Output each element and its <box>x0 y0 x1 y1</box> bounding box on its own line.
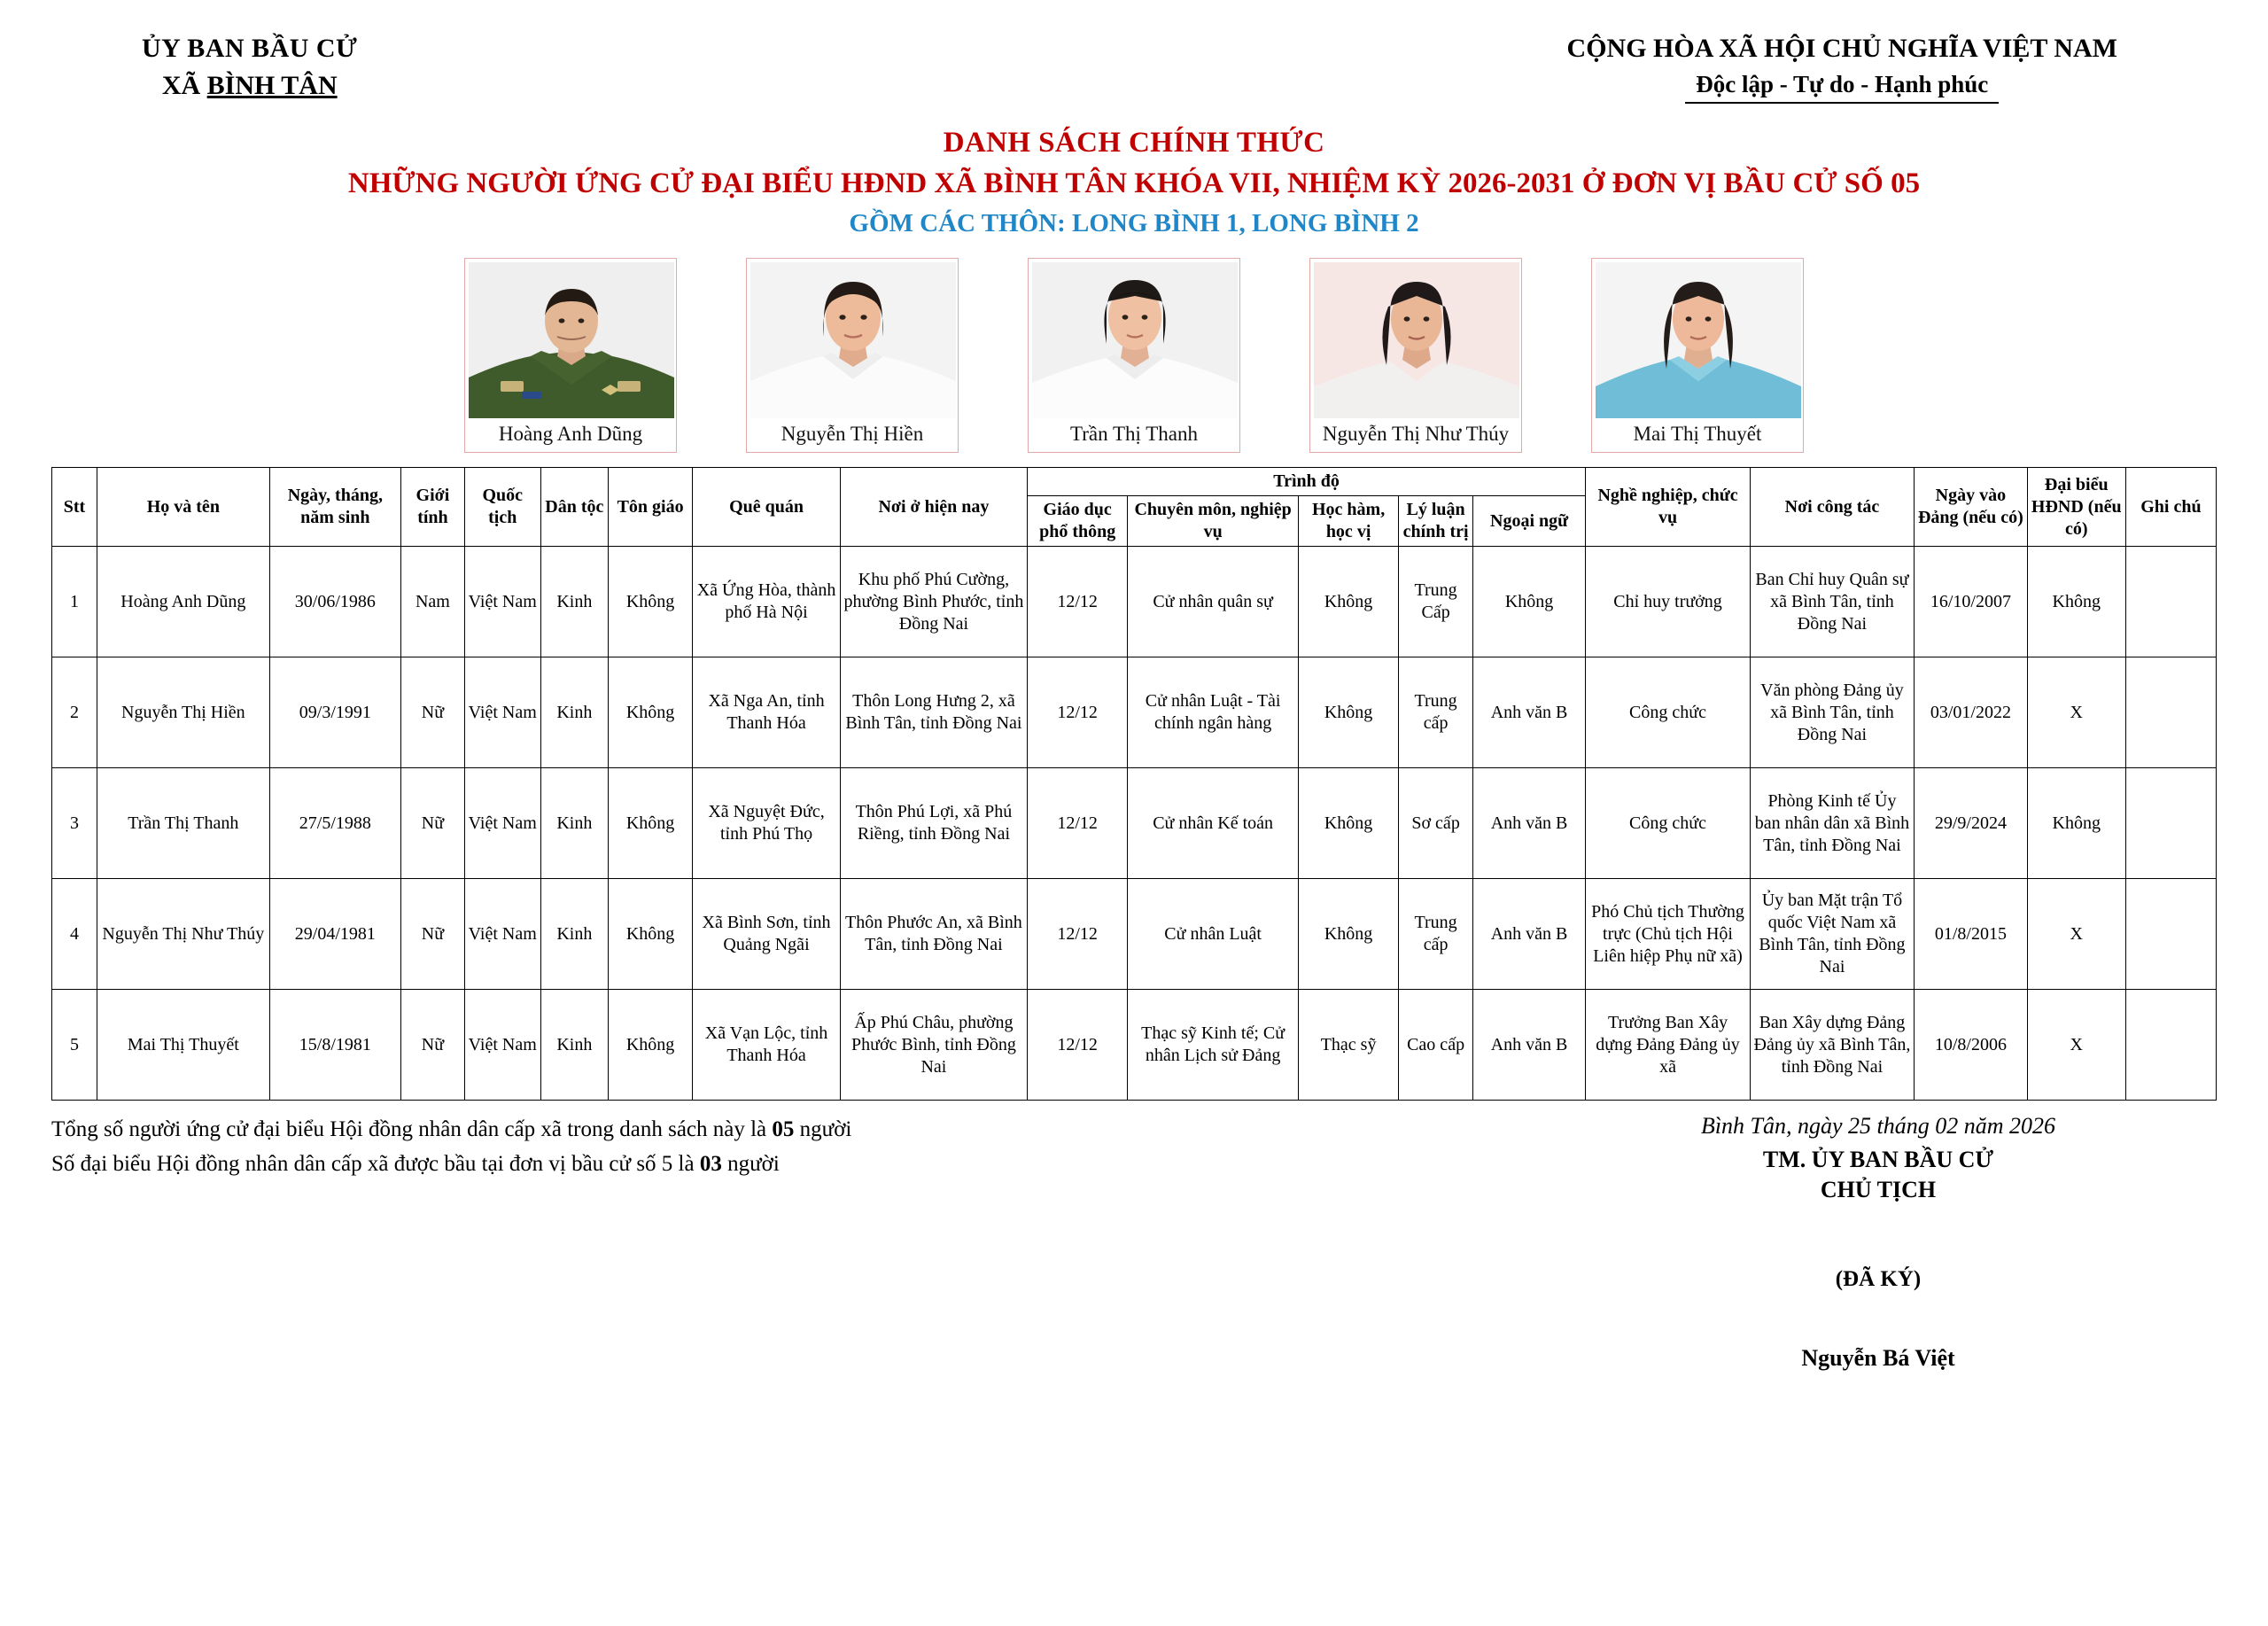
col-edu-major: Chuyên môn, nghiệp vụ <box>1128 496 1298 547</box>
cell-religion: Không <box>609 657 693 768</box>
cell-hdnd: X <box>2027 657 2125 768</box>
cell-gender: Nữ <box>401 657 465 768</box>
signed-marker: (ĐÃ KÝ) <box>1835 1267 1922 1291</box>
cell-occupation: Công chức <box>1586 768 1750 879</box>
total-candidates-line <box>51 1113 851 1148</box>
portrait-military-man <box>469 262 674 418</box>
col-party-date: Ngày vào Đảng (nếu có) <box>1915 468 2027 547</box>
document-titles <box>0 127 2268 238</box>
cell-party-date: 01/8/2015 <box>1915 879 2027 990</box>
document-header <box>0 0 2268 104</box>
col-ethnicity: Dân tộc <box>540 468 608 547</box>
cell-occupation: Trưởng Ban Xây dựng Đảng Đảng ủy xã <box>1586 990 1750 1101</box>
table-row <box>52 879 2217 990</box>
cell-name: Nguyễn Thị Hiền <box>97 657 269 768</box>
portrait-woman-white-blouse <box>1032 262 1238 418</box>
cell-religion: Không <box>609 990 693 1101</box>
col-edu-general: Giáo dục phổ thông <box>1027 496 1128 547</box>
authority-line-2 <box>142 71 357 101</box>
cell-nationality: Việt Nam <box>464 768 540 879</box>
cell-edu-general: 12/12 <box>1027 547 1128 657</box>
cell-note <box>2125 990 2216 1101</box>
cell-edu-political: Cao cấp <box>1399 990 1472 1101</box>
cell-ethnicity: Kinh <box>540 657 608 768</box>
cell-ethnicity: Kinh <box>540 547 608 657</box>
cell-edu-general: 12/12 <box>1027 657 1128 768</box>
total-candidates-text-a: Tổng số người ứng cử đại biểu Hội đồng nhân dân cấp xã trong danh sách này là <box>51 1117 773 1141</box>
table-row <box>52 990 2217 1101</box>
national-motto: Độc lập - Tự do - Hạnh phúc <box>1685 71 1999 104</box>
cell-hometown: Xã Vạn Lộc, tỉnh Thanh Hóa <box>693 990 841 1101</box>
cell-party-date: 03/01/2022 <box>1915 657 2027 768</box>
total-candidates-count: 05 <box>772 1117 795 1141</box>
cell-edu-language: Anh văn B <box>1472 990 1586 1101</box>
cell-dob: 15/8/1981 <box>269 990 400 1101</box>
cell-dob: 29/04/1981 <box>269 879 400 990</box>
cell-edu-major: Cử nhân Luật <box>1128 879 1298 990</box>
cell-stt: 1 <box>52 547 97 657</box>
cell-edu-academic: Không <box>1298 768 1399 879</box>
cell-residence: Thôn Long Hưng 2, xã Bình Tân, tỉnh Đồng Nai <box>840 657 1027 768</box>
cell-nationality: Việt Nam <box>464 879 540 990</box>
cell-gender: Nam <box>401 547 465 657</box>
col-workplace: Nơi công tác <box>1750 468 1914 547</box>
signer-role: CHỦ TỊCH <box>1820 1177 1937 1202</box>
candidate-photo-name: Hoàng Anh Dũng <box>498 423 643 445</box>
cell-occupation: Công chức <box>1586 657 1750 768</box>
candidate-photo-card <box>1028 258 1240 453</box>
cell-gender: Nữ <box>401 768 465 879</box>
cell-edu-political: Trung cấp <box>1399 657 1472 768</box>
cell-dob: 09/3/1991 <box>269 657 400 768</box>
table-row <box>52 547 2217 657</box>
col-group-education: Trình độ <box>1027 468 1585 496</box>
portrait-woman-white-shirt <box>750 262 956 418</box>
cell-note <box>2125 657 2216 768</box>
issuing-authority <box>62 34 357 101</box>
cell-edu-general: 12/12 <box>1027 879 1128 990</box>
cell-hdnd: X <box>2027 990 2125 1101</box>
cell-dob: 30/06/1986 <box>269 547 400 657</box>
candidate-photo-name: Trần Thị Thanh <box>1070 423 1198 445</box>
candidate-table-wrapper <box>0 467 2268 1101</box>
cell-nationality: Việt Nam <box>464 990 540 1101</box>
col-name: Họ và tên <box>97 468 269 547</box>
cell-hometown: Xã Nguyệt Đức, tỉnh Phú Thọ <box>693 768 841 879</box>
place-and-date: Bình Tân, ngày 25 tháng 02 năm 2026 <box>1700 1113 2056 1139</box>
cell-party-date: 10/8/2006 <box>1915 990 2027 1101</box>
cell-edu-language: Anh văn B <box>1472 879 1586 990</box>
authority-commune-name: BÌNH TÂN <box>206 71 338 100</box>
cell-ethnicity: Kinh <box>540 990 608 1101</box>
title-main: DANH SÁCH CHÍNH THỨC <box>943 127 1325 159</box>
cell-workplace: Ủy ban Mặt trận Tổ quốc Việt Nam xã Bình Tân, tỉnh Đồng Nai <box>1750 879 1914 990</box>
cell-edu-general: 12/12 <box>1027 768 1128 879</box>
cell-edu-general: 12/12 <box>1027 990 1128 1101</box>
document-footer <box>0 1101 2268 1372</box>
signature-block <box>1550 1113 2206 1372</box>
signer-name: Nguyễn Bá Việt <box>1801 1345 1955 1371</box>
candidate-photo-name: Mai Thị Thuyết <box>1633 423 1762 445</box>
cell-note <box>2125 879 2216 990</box>
table-row <box>52 657 2217 768</box>
cell-edu-major: Cử nhân Kế toán <box>1128 768 1298 879</box>
cell-workplace: Phòng Kinh tế Ủy ban nhân dân xã Bình Tân, tỉnh Đồng Nai <box>1750 768 1914 879</box>
col-gender: Giới tính <box>401 468 465 547</box>
elected-seats-count: 03 <box>699 1151 722 1176</box>
signing-authority: TM. ỦY BAN BẦU CỬ <box>1762 1147 1994 1172</box>
col-edu-language: Ngoại ngữ <box>1472 496 1586 547</box>
candidate-photo-card <box>746 258 959 453</box>
cell-residence: Thôn Phước An, xã Bình Tân, tỉnh Đồng Nai <box>840 879 1027 990</box>
candidate-photo-card <box>464 258 677 453</box>
cell-occupation: Chỉ huy trưởng <box>1586 547 1750 657</box>
cell-edu-language: Không <box>1472 547 1586 657</box>
authority-prefix: XÃ <box>161 71 207 100</box>
country-name: CỘNG HÒA XÃ HỘI CHỦ NGHĨA VIỆT NAM <box>1566 34 2117 63</box>
cell-edu-academic: Không <box>1298 657 1399 768</box>
candidate-photo-name: Nguyễn Thị Như Thúy <box>1322 423 1510 445</box>
cell-hdnd: Không <box>2027 768 2125 879</box>
candidate-photo-card <box>1591 258 1804 453</box>
cell-ethnicity: Kinh <box>540 768 608 879</box>
cell-religion: Không <box>609 768 693 879</box>
cell-gender: Nữ <box>401 990 465 1101</box>
col-dob: Ngày, tháng, năm sinh <box>269 468 400 547</box>
cell-dob: 27/5/1988 <box>269 768 400 879</box>
cell-edu-major: Cử nhân quân sự <box>1128 547 1298 657</box>
summary-block <box>51 1113 851 1372</box>
authority-line-1: ỦY BAN BẦU CỬ <box>142 34 358 63</box>
candidate-photo-row <box>0 258 2268 453</box>
cell-edu-language: Anh văn B <box>1472 768 1586 879</box>
total-candidates-text-b: người <box>794 1117 852 1141</box>
elected-seats-text-a: Số đại biểu Hội đồng nhân dân cấp xã được bầu tại đơn vị bầu cử số 5 là <box>51 1151 700 1176</box>
table-row <box>52 768 2217 879</box>
cell-workplace: Ban Chỉ huy Quân sự xã Bình Tân, tỉnh Đồng Nai <box>1750 547 1914 657</box>
col-edu-academic: Học hàm, học vị <box>1298 496 1399 547</box>
national-heading <box>1567 34 2206 104</box>
col-religion: Tôn giáo <box>609 468 693 547</box>
col-note: Ghi chú <box>2125 468 2216 547</box>
cell-edu-major: Cử nhân Luật - Tài chính ngân hàng <box>1128 657 1298 768</box>
cell-gender: Nữ <box>401 879 465 990</box>
col-residence: Nơi ở hiện nay <box>840 468 1027 547</box>
title-hamlets: GỒM CÁC THÔN: LONG BÌNH 1, LONG BÌNH 2 <box>849 209 1419 237</box>
candidate-photo-name: Nguyễn Thị Hiền <box>781 423 924 445</box>
cell-edu-academic: Thạc sỹ <box>1298 990 1399 1101</box>
cell-edu-academic: Không <box>1298 879 1399 990</box>
cell-stt: 2 <box>52 657 97 768</box>
cell-edu-major: Thạc sỹ Kinh tế; Cử nhân Lịch sử Đảng <box>1128 990 1298 1101</box>
cell-nationality: Việt Nam <box>464 547 540 657</box>
col-occupation: Nghề nghiệp, chức vụ <box>1586 468 1750 547</box>
cell-name: Mai Thị Thuyết <box>97 990 269 1101</box>
cell-hdnd: X <box>2027 879 2125 990</box>
table-header-row-1 <box>52 468 2217 496</box>
cell-religion: Không <box>609 879 693 990</box>
cell-name: Nguyễn Thị Như Thúy <box>97 879 269 990</box>
col-hometown: Quê quán <box>693 468 841 547</box>
cell-stt: 5 <box>52 990 97 1101</box>
elected-seats-text-b: người <box>721 1151 780 1176</box>
cell-hometown: Xã Ứng Hòa, thành phố Hà Nội <box>693 547 841 657</box>
portrait-woman-dark-top <box>1314 262 1519 418</box>
cell-note <box>2125 547 2216 657</box>
cell-residence: Khu phố Phú Cường, phường Bình Phước, tỉnh Đồng Nai <box>840 547 1027 657</box>
cell-edu-academic: Không <box>1298 547 1399 657</box>
cell-edu-political: Sơ cấp <box>1399 768 1472 879</box>
cell-hdnd: Không <box>2027 547 2125 657</box>
cell-name: Trần Thị Thanh <box>97 768 269 879</box>
cell-residence: Thôn Phú Lợi, xã Phú Riềng, tỉnh Đồng Nai <box>840 768 1027 879</box>
cell-nationality: Việt Nam <box>464 657 540 768</box>
cell-religion: Không <box>609 547 693 657</box>
cell-residence: Ấp Phú Châu, phường Phước Bình, tỉnh Đồng Nai <box>840 990 1027 1101</box>
col-hdnd: Đại biểu HĐND (nếu có) <box>2027 468 2125 547</box>
candidate-photo-card <box>1309 258 1522 453</box>
portrait-woman-blue-aodai <box>1596 262 1801 418</box>
cell-edu-language: Anh văn B <box>1472 657 1586 768</box>
elected-seats-line <box>51 1148 851 1182</box>
col-stt: Stt <box>52 468 97 547</box>
cell-note <box>2125 768 2216 879</box>
cell-hometown: Xã Bình Sơn, tỉnh Quảng Ngãi <box>693 879 841 990</box>
cell-party-date: 29/9/2024 <box>1915 768 2027 879</box>
col-edu-political: Lý luận chính trị <box>1399 496 1472 547</box>
cell-edu-political: Trung cấp <box>1399 879 1472 990</box>
cell-hometown: Xã Nga An, tỉnh Thanh Hóa <box>693 657 841 768</box>
cell-stt: 4 <box>52 879 97 990</box>
cell-workplace: Văn phòng Đảng ủy xã Bình Tân, tỉnh Đồng Nai <box>1750 657 1914 768</box>
cell-party-date: 16/10/2007 <box>1915 547 2027 657</box>
cell-edu-political: Trung Cấp <box>1399 547 1472 657</box>
title-sub: NHỮNG NGƯỜI ỨNG CỬ ĐẠI BIỂU HĐND XÃ BÌNH TÂN KHÓA VII, NHIỆM KỲ 2026-2031 Ở ĐƠN VỊ BẦU CỬ SỐ 05 <box>347 167 1921 199</box>
cell-occupation: Phó Chủ tịch Thường trực (Chủ tịch Hội Liên hiệp Phụ nữ xã) <box>1586 879 1750 990</box>
cell-workplace: Ban Xây dựng Đảng Đảng ủy xã Bình Tân, tỉnh Đồng Nai <box>1750 990 1914 1101</box>
candidate-table <box>51 467 2217 1101</box>
col-nationality: Quốc tịch <box>464 468 540 547</box>
cell-ethnicity: Kinh <box>540 879 608 990</box>
cell-stt: 3 <box>52 768 97 879</box>
cell-name: Hoàng Anh Dũng <box>97 547 269 657</box>
